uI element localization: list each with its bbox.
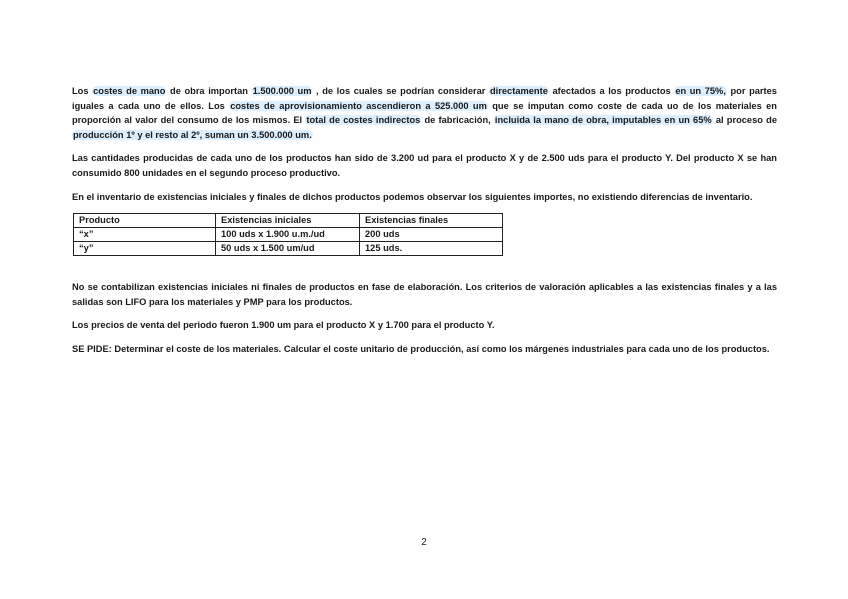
table-cell: “x” (74, 228, 216, 242)
table-header-row (74, 214, 503, 228)
table-row (74, 242, 503, 256)
spacer (72, 256, 777, 280)
text-segment: de obra importan (166, 86, 252, 96)
table-cell: 50 uds x 1.500 um/ud (216, 242, 360, 256)
text-segment: por partes iguales a cada uno de ellos. Los (72, 86, 777, 111)
highlight-labor-costs: costes de mano (93, 86, 166, 96)
text-segment: Los (72, 86, 93, 96)
paragraph-costs (72, 84, 777, 142)
table-header-cell: Producto (74, 214, 216, 228)
paragraph-task: SE PIDE: Determinar el coste de los materiales. Calcular el coste unitario de producción, así como los márgenes industriales para cada uno de los productos. (72, 343, 770, 354)
table-cell: 125 uds. (360, 242, 503, 256)
highlight-labor-amount: 1.500.000 um (252, 86, 312, 96)
highlight-process-split: producción 1º y el resto al 2º, suman un 3.500.000 um. (73, 129, 312, 140)
table-header-cell: Existencias iniciales (216, 214, 360, 228)
page-number: 2 (421, 537, 427, 548)
table-cell: 200 uds (360, 228, 503, 242)
text-segment: , de los cuales se podrían considerar (312, 86, 489, 96)
paragraph-inventory-intro: En el inventario de existencias iniciales y finales de dichos productos podemos observar los siguientes importes, no existiendo diferencias de inventario. (72, 191, 753, 202)
highlight-indirect-costs: total de costes indirectos (306, 115, 421, 126)
paragraph-valuation-criteria: No se contabilizan existencias iniciales ni finales de productos en fase de elaboración. Los criterios de valoración aplicables a las existencias finales y a las salidas son LIFO para los materiales y PMP para los productos. (72, 282, 777, 307)
highlight-75-percent: en un 75%, (675, 86, 726, 96)
paragraph-sale-prices: Los precios de venta del periodo fueron 1.900 um para el producto X y 1.700 para el producto Y. (72, 320, 495, 331)
table-cell: 100 uds x 1.900 u.m./ud (216, 228, 360, 242)
table-header-cell: Existencias finales (360, 214, 503, 228)
text-segment: afectados a los productos (548, 86, 675, 96)
paragraph-quantities: Las cantidades producidas de cada uno de los productos han sido de 3.200 ud para el producto X y de 2.500 uds para el producto Y. Del producto X se han consumido 800 unidades en el segundo proceso productivo. (72, 153, 777, 178)
table-row (74, 228, 503, 242)
highlight-directly: directamente (490, 86, 548, 96)
text-segment: de fabricación, (421, 115, 494, 126)
table-cell: “y” (74, 242, 216, 256)
highlight-labor-65-percent: incluida la mano de obra, imputables en un 65% (494, 115, 712, 126)
inventory-table (73, 213, 503, 256)
text-segment: al proceso de (712, 115, 777, 126)
text-segment: que se imputan como coste de cada uo de los materiales en proporción al valor del consumo de los mismos. El (72, 100, 777, 126)
highlight-procurement-costs: costes de aprovisionamiento ascendieron a 525.000 um (230, 100, 487, 111)
document-body (72, 84, 777, 366)
